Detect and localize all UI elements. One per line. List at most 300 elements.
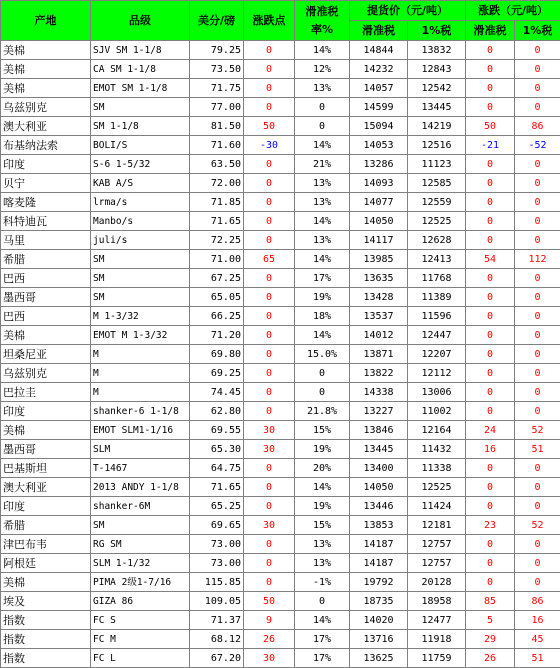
cell-grade: shanker-6 1-1/8 [91, 402, 190, 421]
cell-price-one-pct-tax: 11389 [408, 288, 466, 307]
cell-change-sliding-tax: 0 [466, 383, 515, 402]
cell-grade: GIZA 86 [91, 592, 190, 611]
cell-change-sliding-tax: 5 [466, 611, 515, 630]
cell-change-points: 0 [244, 60, 295, 79]
cell-origin: 乌兹别克 [1, 98, 91, 117]
cell-sliding-tax-rate: 0 [295, 383, 350, 402]
cell-grade: RG SM [91, 535, 190, 554]
cell-price-sliding-tax: 15094 [350, 117, 408, 136]
cell-sliding-tax-rate: 15% [295, 421, 350, 440]
cell-change-one-pct-tax: 45 [515, 630, 560, 649]
cell-change-sliding-tax: 0 [466, 554, 515, 573]
table-row [1, 41, 560, 60]
cell-price-one-pct-tax: 11002 [408, 402, 466, 421]
table-row [1, 136, 560, 155]
cell-price-one-pct-tax: 12207 [408, 345, 466, 364]
cell-origin: 乌兹别克 [1, 364, 91, 383]
cell-origin: 澳大利亚 [1, 117, 91, 136]
cell-origin: 美棉 [1, 421, 91, 440]
cell-origin: 墨西哥 [1, 440, 91, 459]
table-row [1, 364, 560, 383]
header-price-sliding-tax: 滑准税 [350, 21, 408, 41]
cell-grade: SM [91, 288, 190, 307]
cell-usd-per-lb: 71.65 [190, 478, 244, 497]
cell-change-sliding-tax: 0 [466, 193, 515, 212]
cell-origin: 巴西 [1, 269, 91, 288]
cell-grade: EMOT M 1-3/32 [91, 326, 190, 345]
cell-price-one-pct-tax: 11768 [408, 269, 466, 288]
cell-price-one-pct-tax: 11123 [408, 155, 466, 174]
cell-change-one-pct-tax: 0 [515, 79, 560, 98]
cell-usd-per-lb: 109.05 [190, 592, 244, 611]
cell-change-sliding-tax: 0 [466, 345, 515, 364]
table-row [1, 288, 560, 307]
cell-grade: M [91, 364, 190, 383]
cell-usd-per-lb: 67.20 [190, 649, 244, 668]
cell-usd-per-lb: 72.25 [190, 231, 244, 250]
cell-change-one-pct-tax: 16 [515, 611, 560, 630]
cell-usd-per-lb: 71.00 [190, 250, 244, 269]
cell-grade: Manbo/s [91, 212, 190, 231]
cell-change-sliding-tax: 0 [466, 60, 515, 79]
table-row [1, 79, 560, 98]
cell-sliding-tax-rate: 14% [295, 136, 350, 155]
cell-price-sliding-tax: 14050 [350, 478, 408, 497]
table-body [1, 41, 560, 668]
cell-change-points: 0 [244, 402, 295, 421]
cell-sliding-tax-rate: 17% [295, 269, 350, 288]
cell-usd-per-lb: 64.75 [190, 459, 244, 478]
cell-price-sliding-tax: 14844 [350, 41, 408, 60]
cell-change-sliding-tax: 0 [466, 459, 515, 478]
cell-change-sliding-tax: 29 [466, 630, 515, 649]
cell-change-sliding-tax: 23 [466, 516, 515, 535]
cell-origin: 指数 [1, 630, 91, 649]
cell-change-sliding-tax: 50 [466, 117, 515, 136]
cell-price-one-pct-tax: 20128 [408, 573, 466, 592]
cell-change-points: 0 [244, 269, 295, 288]
cell-grade: EMOT SLM1-1/16 [91, 421, 190, 440]
cell-usd-per-lb: 73.00 [190, 554, 244, 573]
cell-change-one-pct-tax: 112 [515, 250, 560, 269]
header-change-yuan: 涨跌（元/吨） [466, 1, 560, 21]
cell-price-sliding-tax: 19792 [350, 573, 408, 592]
table-row [1, 345, 560, 364]
cell-change-sliding-tax: -21 [466, 136, 515, 155]
cell-change-points: 0 [244, 478, 295, 497]
cell-change-one-pct-tax: 0 [515, 573, 560, 592]
cell-grade: BOLI/S [91, 136, 190, 155]
cell-change-points: 0 [244, 212, 295, 231]
cell-usd-per-lb: 74.45 [190, 383, 244, 402]
cell-sliding-tax-rate: 13% [295, 231, 350, 250]
header-change-one-pct-tax: 1%税 [515, 21, 560, 41]
cell-origin: 巴西 [1, 307, 91, 326]
cell-price-one-pct-tax: 12112 [408, 364, 466, 383]
cell-change-one-pct-tax: 0 [515, 345, 560, 364]
header-usd-per-lb: 美分/磅 [190, 1, 244, 41]
cell-sliding-tax-rate: 14% [295, 478, 350, 497]
cell-grade: SJV SM 1-1/8 [91, 41, 190, 60]
cell-change-one-pct-tax: 0 [515, 535, 560, 554]
cell-change-points: 65 [244, 250, 295, 269]
cell-price-one-pct-tax: 11918 [408, 630, 466, 649]
cell-change-points: 30 [244, 516, 295, 535]
cell-change-points: 0 [244, 155, 295, 174]
cell-usd-per-lb: 69.65 [190, 516, 244, 535]
cell-price-sliding-tax: 14050 [350, 212, 408, 231]
cell-usd-per-lb: 115.85 [190, 573, 244, 592]
cell-sliding-tax-rate: 14% [295, 250, 350, 269]
cell-grade: SM [91, 269, 190, 288]
cell-origin: 马里 [1, 231, 91, 250]
cell-sliding-tax-rate: 12% [295, 60, 350, 79]
table-row [1, 98, 560, 117]
cell-usd-per-lb: 73.00 [190, 535, 244, 554]
cell-change-points: 0 [244, 383, 295, 402]
cell-usd-per-lb: 73.50 [190, 60, 244, 79]
cell-usd-per-lb: 72.00 [190, 174, 244, 193]
cell-grade: FC M [91, 630, 190, 649]
cell-price-sliding-tax: 14093 [350, 174, 408, 193]
cell-change-points: 0 [244, 193, 295, 212]
cell-sliding-tax-rate: 13% [295, 174, 350, 193]
cell-change-one-pct-tax: 0 [515, 497, 560, 516]
cell-sliding-tax-rate: 13% [295, 193, 350, 212]
cell-origin: 贝宁 [1, 174, 91, 193]
table-row [1, 497, 560, 516]
cell-usd-per-lb: 68.12 [190, 630, 244, 649]
table-header [1, 1, 560, 41]
cell-price-one-pct-tax: 13832 [408, 41, 466, 60]
cell-change-one-pct-tax: 0 [515, 98, 560, 117]
cell-change-sliding-tax: 85 [466, 592, 515, 611]
table-row [1, 421, 560, 440]
cell-usd-per-lb: 65.30 [190, 440, 244, 459]
cell-change-one-pct-tax: 0 [515, 383, 560, 402]
cell-usd-per-lb: 71.20 [190, 326, 244, 345]
cell-sliding-tax-rate: 18% [295, 307, 350, 326]
cell-change-one-pct-tax: 0 [515, 174, 560, 193]
table-row [1, 459, 560, 478]
header-sliding-tax-rate: 滑准税率% [295, 1, 350, 41]
cell-change-points: 0 [244, 41, 295, 60]
cell-change-points: 0 [244, 326, 295, 345]
cell-grade: M [91, 383, 190, 402]
cell-sliding-tax-rate: 21.8% [295, 402, 350, 421]
cell-price-sliding-tax: 18735 [350, 592, 408, 611]
header-change-sliding-tax: 滑准税 [466, 21, 515, 41]
cell-change-sliding-tax: 0 [466, 41, 515, 60]
cell-origin: 科特迪瓦 [1, 212, 91, 231]
table-row [1, 60, 560, 79]
cell-price-one-pct-tax: 12525 [408, 478, 466, 497]
cell-change-points: 0 [244, 307, 295, 326]
cell-sliding-tax-rate: 13% [295, 535, 350, 554]
cell-grade: juli/s [91, 231, 190, 250]
cell-usd-per-lb: 71.85 [190, 193, 244, 212]
cell-change-one-pct-tax: 0 [515, 402, 560, 421]
cell-change-one-pct-tax: 0 [515, 60, 560, 79]
cell-change-sliding-tax: 0 [466, 155, 515, 174]
cell-price-sliding-tax: 14012 [350, 326, 408, 345]
cell-price-one-pct-tax: 13006 [408, 383, 466, 402]
cell-sliding-tax-rate: 19% [295, 288, 350, 307]
cell-change-one-pct-tax: 0 [515, 288, 560, 307]
cell-usd-per-lb: 63.50 [190, 155, 244, 174]
cell-origin: 津巴布韦 [1, 535, 91, 554]
cell-usd-per-lb: 66.25 [190, 307, 244, 326]
cell-price-one-pct-tax: 12516 [408, 136, 466, 155]
cell-origin: 指数 [1, 611, 91, 630]
cell-price-sliding-tax: 14187 [350, 554, 408, 573]
cell-sliding-tax-rate: 0 [295, 364, 350, 383]
table-row [1, 573, 560, 592]
cell-sliding-tax-rate: 13% [295, 554, 350, 573]
cell-change-one-pct-tax: 0 [515, 364, 560, 383]
cell-sliding-tax-rate: 17% [295, 630, 350, 649]
cell-sliding-tax-rate: 0 [295, 117, 350, 136]
cell-usd-per-lb: 65.25 [190, 497, 244, 516]
cell-price-sliding-tax: 13428 [350, 288, 408, 307]
cell-price-sliding-tax: 14053 [350, 136, 408, 155]
table-row [1, 231, 560, 250]
cell-change-points: 0 [244, 554, 295, 573]
cell-change-points: 0 [244, 231, 295, 250]
cell-origin: 巴基斯坦 [1, 459, 91, 478]
table-row [1, 592, 560, 611]
cell-sliding-tax-rate: 13% [295, 79, 350, 98]
cell-price-sliding-tax: 13445 [350, 440, 408, 459]
cell-usd-per-lb: 71.75 [190, 79, 244, 98]
cell-price-one-pct-tax: 18958 [408, 592, 466, 611]
cell-price-one-pct-tax: 13445 [408, 98, 466, 117]
cell-origin: 美棉 [1, 573, 91, 592]
table-row [1, 174, 560, 193]
cell-change-points: 0 [244, 174, 295, 193]
cell-price-one-pct-tax: 11338 [408, 459, 466, 478]
cell-price-sliding-tax: 14057 [350, 79, 408, 98]
cell-usd-per-lb: 71.60 [190, 136, 244, 155]
cell-origin: 希腊 [1, 516, 91, 535]
table-row [1, 478, 560, 497]
cell-price-sliding-tax: 14338 [350, 383, 408, 402]
cell-change-points: 50 [244, 117, 295, 136]
cell-sliding-tax-rate: 17% [295, 649, 350, 668]
table-row [1, 269, 560, 288]
cell-change-one-pct-tax: 0 [515, 41, 560, 60]
cell-grade: FC S [91, 611, 190, 630]
table-row [1, 117, 560, 136]
cell-change-sliding-tax: 0 [466, 478, 515, 497]
cell-change-one-pct-tax: 86 [515, 117, 560, 136]
cell-origin: 印度 [1, 497, 91, 516]
cell-origin: 澳大利亚 [1, 478, 91, 497]
cell-usd-per-lb: 71.37 [190, 611, 244, 630]
cell-usd-per-lb: 79.25 [190, 41, 244, 60]
cell-change-points: 30 [244, 421, 295, 440]
cell-price-sliding-tax: 14187 [350, 535, 408, 554]
table-row [1, 535, 560, 554]
cell-change-one-pct-tax: 86 [515, 592, 560, 611]
cell-sliding-tax-rate: 15.0% [295, 345, 350, 364]
cell-grade: T-1467 [91, 459, 190, 478]
cell-change-points: 0 [244, 364, 295, 383]
cell-price-one-pct-tax: 11596 [408, 307, 466, 326]
cell-sliding-tax-rate: 20% [295, 459, 350, 478]
cell-price-one-pct-tax: 12585 [408, 174, 466, 193]
cell-price-one-pct-tax: 11432 [408, 440, 466, 459]
cell-usd-per-lb: 69.25 [190, 364, 244, 383]
header-price-one-pct-tax: 1%税 [408, 21, 466, 41]
cell-origin: 巴拉圭 [1, 383, 91, 402]
cell-price-one-pct-tax: 12542 [408, 79, 466, 98]
cell-origin: 希腊 [1, 250, 91, 269]
cell-price-sliding-tax: 13286 [350, 155, 408, 174]
cell-origin: 墨西哥 [1, 288, 91, 307]
cell-change-sliding-tax: 0 [466, 364, 515, 383]
cell-change-points: 50 [244, 592, 295, 611]
cell-change-one-pct-tax: 0 [515, 554, 560, 573]
cell-origin: 美棉 [1, 326, 91, 345]
cell-change-sliding-tax: 0 [466, 212, 515, 231]
header-origin: 产地 [1, 1, 91, 41]
cell-change-one-pct-tax: 0 [515, 307, 560, 326]
table-row [1, 307, 560, 326]
table-row [1, 440, 560, 459]
cell-grade: CA SM 1-1/8 [91, 60, 190, 79]
cell-price-one-pct-tax: 12477 [408, 611, 466, 630]
cell-usd-per-lb: 62.80 [190, 402, 244, 421]
table-row [1, 611, 560, 630]
cell-change-one-pct-tax: 0 [515, 193, 560, 212]
cell-change-sliding-tax: 0 [466, 535, 515, 554]
cell-price-sliding-tax: 13625 [350, 649, 408, 668]
cell-change-sliding-tax: 0 [466, 573, 515, 592]
cell-origin: 美棉 [1, 60, 91, 79]
cell-change-sliding-tax: 0 [466, 98, 515, 117]
cell-price-one-pct-tax: 12164 [408, 421, 466, 440]
table-row [1, 554, 560, 573]
table-row [1, 383, 560, 402]
cell-price-sliding-tax: 14020 [350, 611, 408, 630]
cell-price-sliding-tax: 14117 [350, 231, 408, 250]
table-row [1, 250, 560, 269]
cell-change-sliding-tax: 0 [466, 307, 515, 326]
header-change-points: 涨跌点 [244, 1, 295, 41]
cell-change-sliding-tax: 0 [466, 402, 515, 421]
cell-grade: SLM 1-1/32 [91, 554, 190, 573]
header-delivery-price: 提货价（元/吨） [350, 1, 466, 21]
cell-change-points: 0 [244, 98, 295, 117]
cell-origin: 喀麦隆 [1, 193, 91, 212]
cell-price-one-pct-tax: 14219 [408, 117, 466, 136]
table-row [1, 193, 560, 212]
cell-grade: EMOT SM 1-1/8 [91, 79, 190, 98]
cell-change-sliding-tax: 0 [466, 497, 515, 516]
cell-sliding-tax-rate: -1% [295, 573, 350, 592]
cell-sliding-tax-rate: 15% [295, 516, 350, 535]
table-row [1, 516, 560, 535]
cell-usd-per-lb: 77.00 [190, 98, 244, 117]
cell-origin: 美棉 [1, 79, 91, 98]
cell-grade: SM [91, 250, 190, 269]
table-row [1, 155, 560, 174]
cell-price-one-pct-tax: 11759 [408, 649, 466, 668]
cell-sliding-tax-rate: 14% [295, 212, 350, 231]
table-row [1, 630, 560, 649]
cell-change-points: 0 [244, 345, 295, 364]
cell-change-one-pct-tax: 0 [515, 459, 560, 478]
cell-change-sliding-tax: 26 [466, 649, 515, 668]
cell-change-one-pct-tax: 0 [515, 269, 560, 288]
cell-usd-per-lb: 67.25 [190, 269, 244, 288]
cell-sliding-tax-rate: 14% [295, 611, 350, 630]
cell-change-sliding-tax: 16 [466, 440, 515, 459]
cell-price-sliding-tax: 13985 [350, 250, 408, 269]
cell-grade: SM [91, 98, 190, 117]
cell-price-sliding-tax: 13822 [350, 364, 408, 383]
cell-grade: PIMA 2级1-7/16 [91, 573, 190, 592]
cell-grade: S-6 1-5/32 [91, 155, 190, 174]
cell-grade: 2013 ANDY 1-1/8 [91, 478, 190, 497]
cell-origin: 布基纳法索 [1, 136, 91, 155]
cell-change-points: -30 [244, 136, 295, 155]
cell-grade: SLM [91, 440, 190, 459]
cell-price-sliding-tax: 13846 [350, 421, 408, 440]
cell-sliding-tax-rate: 19% [295, 497, 350, 516]
cell-price-sliding-tax: 13400 [350, 459, 408, 478]
cell-change-points: 0 [244, 573, 295, 592]
cell-usd-per-lb: 71.65 [190, 212, 244, 231]
cell-price-one-pct-tax: 12413 [408, 250, 466, 269]
cell-price-sliding-tax: 13635 [350, 269, 408, 288]
cell-change-sliding-tax: 0 [466, 231, 515, 250]
cell-change-one-pct-tax: 51 [515, 440, 560, 459]
cell-origin: 阿根廷 [1, 554, 91, 573]
cell-sliding-tax-rate: 0 [295, 98, 350, 117]
cell-usd-per-lb: 65.05 [190, 288, 244, 307]
cell-grade: M 1-3/32 [91, 307, 190, 326]
cell-price-one-pct-tax: 11424 [408, 497, 466, 516]
cell-change-one-pct-tax: 52 [515, 516, 560, 535]
cell-origin: 坦桑尼亚 [1, 345, 91, 364]
cell-change-sliding-tax: 0 [466, 269, 515, 288]
table-row [1, 212, 560, 231]
cell-usd-per-lb: 69.55 [190, 421, 244, 440]
cell-price-one-pct-tax: 12525 [408, 212, 466, 231]
cell-change-one-pct-tax: 52 [515, 421, 560, 440]
cell-sliding-tax-rate: 19% [295, 440, 350, 459]
cell-usd-per-lb: 81.50 [190, 117, 244, 136]
cell-price-sliding-tax: 13537 [350, 307, 408, 326]
cell-price-one-pct-tax: 12757 [408, 535, 466, 554]
cell-price-one-pct-tax: 12843 [408, 60, 466, 79]
cell-change-sliding-tax: 0 [466, 174, 515, 193]
cell-change-points: 9 [244, 611, 295, 630]
cell-price-sliding-tax: 14077 [350, 193, 408, 212]
cell-usd-per-lb: 69.80 [190, 345, 244, 364]
cell-change-points: 30 [244, 440, 295, 459]
cell-change-one-pct-tax: 0 [515, 326, 560, 345]
table-row [1, 326, 560, 345]
table-row [1, 649, 560, 668]
cell-change-sliding-tax: 24 [466, 421, 515, 440]
cell-grade: M [91, 345, 190, 364]
cell-change-points: 26 [244, 630, 295, 649]
table-row [1, 402, 560, 421]
cell-grade: FC L [91, 649, 190, 668]
